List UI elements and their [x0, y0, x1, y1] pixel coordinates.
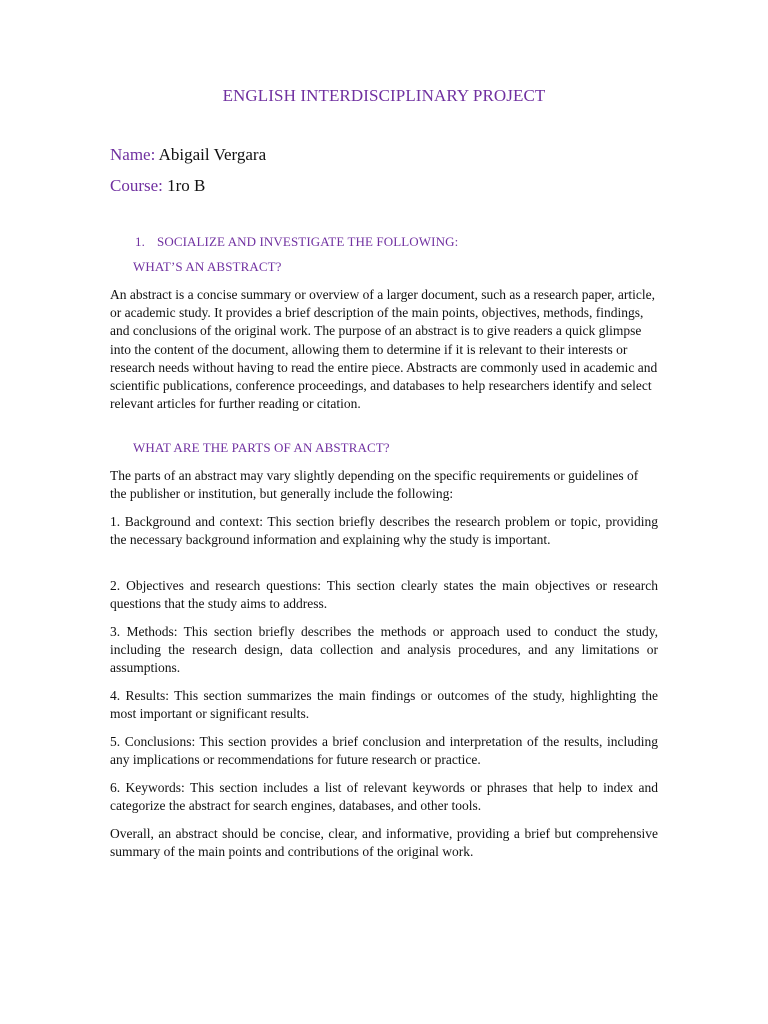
course-line: [110, 176, 205, 196]
section-heading: [135, 234, 458, 250]
name-label: Name:: [110, 145, 156, 164]
list-item: 1. Background and context: This section briefly describes the research problem or topic, providing the necessary background information and explaining why the study is important.: [110, 514, 658, 548]
course-label: Course:: [110, 176, 163, 195]
document-title: ENGLISH INTERDISCIPLINARY PROJECT: [222, 86, 546, 105]
section-heading-text: SOCIALIZE AND INVESTIGATE THE FOLLOWING:: [157, 234, 459, 249]
list-item: 2. Objectives and research questions: This section clearly states the main objectives or research questions that the study aims to address.: [110, 578, 658, 612]
list-item: 4. Results: This section summarizes the main findings or outcomes of the study, highlighting the most important or significant results.: [110, 688, 658, 722]
list-item: 5. Conclusions: This section provides a brief conclusion and interpretation of the results, including any implications or recommendations for future research or practice.: [110, 734, 658, 768]
list-item: 3. Methods: This section briefly describes the methods or approach used to conduct the study, including the research design, data collection and analysis procedures, and any limitations or assumptions.: [110, 624, 658, 676]
abstract-definition-paragraph: An abstract is a concise summary or overview of a larger document, such as a research paper, article, or academic study. It provides a brief description of the main points, objectives, methods, findings, and conclusions of the original work. The purpose of an abstract is to give readers a quick glimpse into the content of the document, allowing them to determine if it is relevant to their interests or research needs without having to read the entire piece. Abstracts are commonly used in academic and scientific publications, conference proceedings, and databases to help researchers identify and select relevant articles for further reading or citation.: [110, 287, 658, 412]
section-number: 1.: [135, 234, 145, 249]
overall-paragraph: Overall, an abstract should be concise, clear, and informative, providing a brief but comprehensive summary of the main points and contributions of the original work.: [110, 826, 658, 860]
course-value: 1ro B: [167, 176, 206, 195]
name-value: Abigail Vergara: [158, 145, 267, 164]
student-name-line: [110, 145, 266, 165]
question-heading-abstract: WHAT’S AN ABSTRACT?: [133, 259, 282, 274]
question-heading-parts: WHAT ARE THE PARTS OF AN ABSTRACT?: [133, 440, 390, 455]
parts-intro-paragraph: The parts of an abstract may vary slightly depending on the specific requirements or guidelines of the publisher or institution, but generally include the following:: [110, 468, 639, 502]
list-item: 6. Keywords: This section includes a list of relevant keywords or phrases that help to index and categorize the abstract for search engines, databases, and other tools.: [110, 780, 658, 814]
